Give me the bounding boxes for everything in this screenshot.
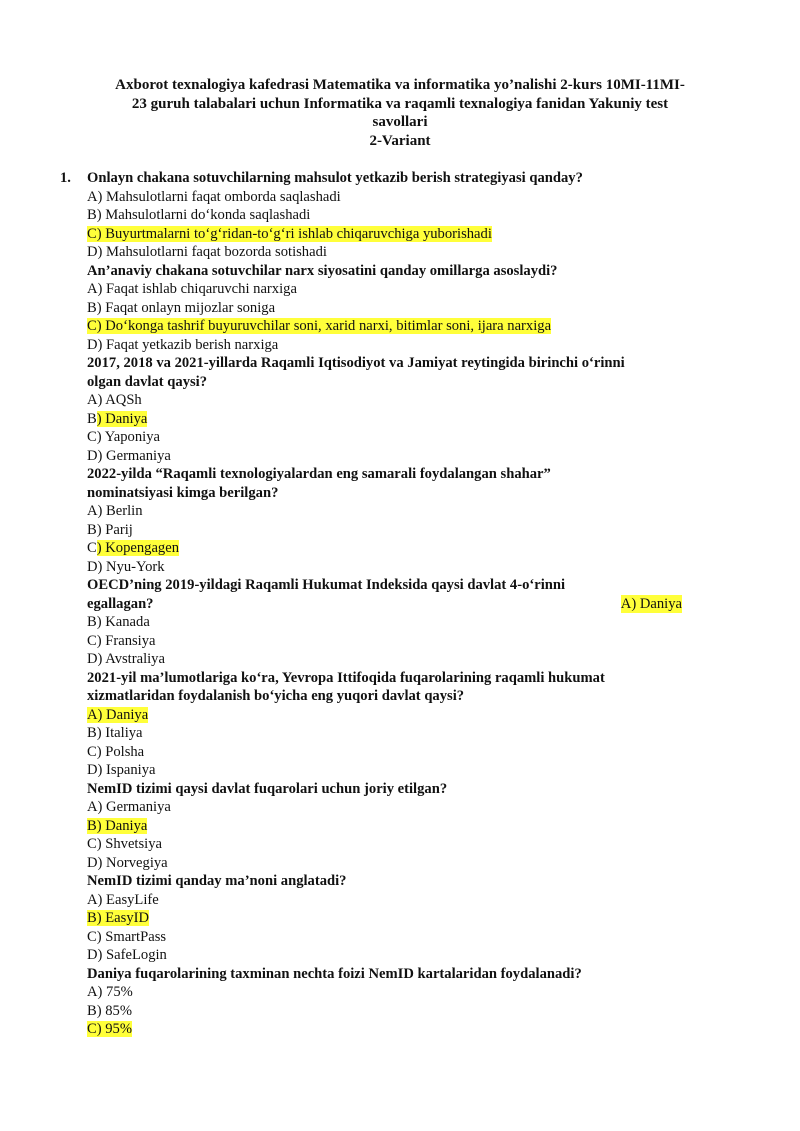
question-7: NemID tizimi qaysi davlat fuqarolari uchun joriy etilgan? [87, 780, 448, 797]
option-a: A) Mahsulotlarni faqat omborda saqlashadi [87, 188, 341, 205]
title-line-2: 23 guruh talabalari uchun Informatika va raqamli texnalogiya fanidan Yakuniy test [131, 95, 669, 112]
option-d: D) SafeLogin [87, 947, 167, 963]
option-b-correct: B) EasyID [87, 910, 150, 926]
option-b: B) Mahsulotlarni do‘konda saqlashadi [87, 207, 311, 223]
option-b: B) Italiya [87, 725, 143, 741]
question-4-line-1: 2022-yilda “Raqamli texnologiyalardan eng samarali foydalangan shahar” [87, 466, 551, 482]
option-c-correct: C) Kopengagen [87, 540, 179, 556]
option-c: C) Fransiya [87, 632, 156, 649]
question-9: Daniya fuqarolarining taxminan nechta foizi NemID kartalaridan foydalanadi? [87, 965, 582, 982]
question-3-line-2: olgan davlat qaysi? [87, 373, 208, 390]
option-b: B) Kanada [87, 614, 150, 630]
option-b: B) Faqat onlayn mijozlar soniga [87, 299, 276, 316]
option-a: A) Germaniya [87, 799, 171, 815]
option-a: A) EasyLife [87, 891, 159, 908]
option-b: B) 85% [87, 1002, 132, 1019]
option-c-correct: C) Do‘konga tashrif buyuruvchilar soni, xarid narxi, bitimlar soni, ijara narxiga [87, 318, 552, 334]
option-c: C) Yaponiya [87, 429, 160, 445]
question-6-line-1: 2021-yil ma’lumotlariga ko‘ra, Yevropa Ittifoqida fuqarolarining raqamli hukumat [87, 669, 605, 686]
option-a-correct: A) Daniya [87, 706, 149, 723]
option-c: C) SmartPass [87, 928, 167, 945]
variant-label: 2-Variant [369, 132, 431, 149]
option-c-correct: C) 95% [87, 1021, 132, 1037]
question-6-line-2: xizmatlaridan foydalanish bo‘yicha eng yuqori davlat qaysi? [87, 688, 465, 704]
question-list [60, 169, 700, 1039]
option-a: A) Faqat ishlab chiqaruvchi narxiga [87, 281, 297, 297]
question-5-line-1: OECD’ning 2019-yildagi Raqamli Hukumat Indeksida qaysi davlat 4-o‘rinni [87, 577, 566, 593]
option-a: A) 75% [87, 984, 133, 1000]
option-d: D) Mahsulotlarni faqat bozorda sotishadi [87, 244, 327, 260]
question-5-line-2: egallagan? [87, 595, 154, 612]
question-3-line-1: 2017, 2018 va 2021-yillarda Raqamli Iqtisodiyot va Jamiyat reytingida birinchi o‘rinni [87, 355, 625, 371]
option-d: D) Nyu-York [87, 558, 165, 575]
option-b: B) Parij [87, 521, 133, 538]
option-d: D) Faqat yetkazib berish narxiga [87, 336, 279, 353]
option-b-correct: B) Daniya [87, 410, 148, 427]
option-b-correct: B) Daniya [87, 817, 148, 834]
document-title [60, 76, 740, 150]
option-d: D) Norvegiya [87, 854, 168, 871]
question-2: An’anaviy chakana sotuvchilar narx siyosatini qanday omillarga asoslaydi? [87, 262, 558, 279]
question-number: 1. [60, 170, 71, 186]
option-c-correct: C) Buyurtmalarni to‘g‘ridan-to‘g‘ri ishlab chiqaruvchiga yuborishadi [87, 225, 492, 242]
option-d: D) Avstraliya [87, 651, 165, 667]
option-d: D) Germaniya [87, 447, 171, 464]
question-1 [60, 169, 700, 188]
question-8: NemID tizimi qanday ma’noni anglatadi? [87, 873, 347, 889]
option-a-correct: A) Daniya [620, 595, 682, 612]
option-c: C) Polsha [87, 743, 145, 760]
option-d: D) Ispaniya [87, 762, 156, 778]
title-line-3: savollari [372, 114, 428, 130]
option-c: C) Shvetsiya [87, 836, 162, 852]
option-a: A) AQSh [87, 392, 142, 408]
title-line-1: Axborot texnalogiya kafedrasi Matematika va informatika yo’nalishi 2-kurs 10MI-11MI- [115, 77, 685, 93]
question-5-line-2-row [60, 595, 700, 614]
question-4-line-2: nominatsiyasi kimga berilgan? [87, 484, 279, 501]
option-a: A) Berlin [87, 503, 143, 519]
question-text: Onlayn chakana sotuvchilarning mahsulot yetkazib berish strategiyasi qanday? [87, 170, 583, 186]
